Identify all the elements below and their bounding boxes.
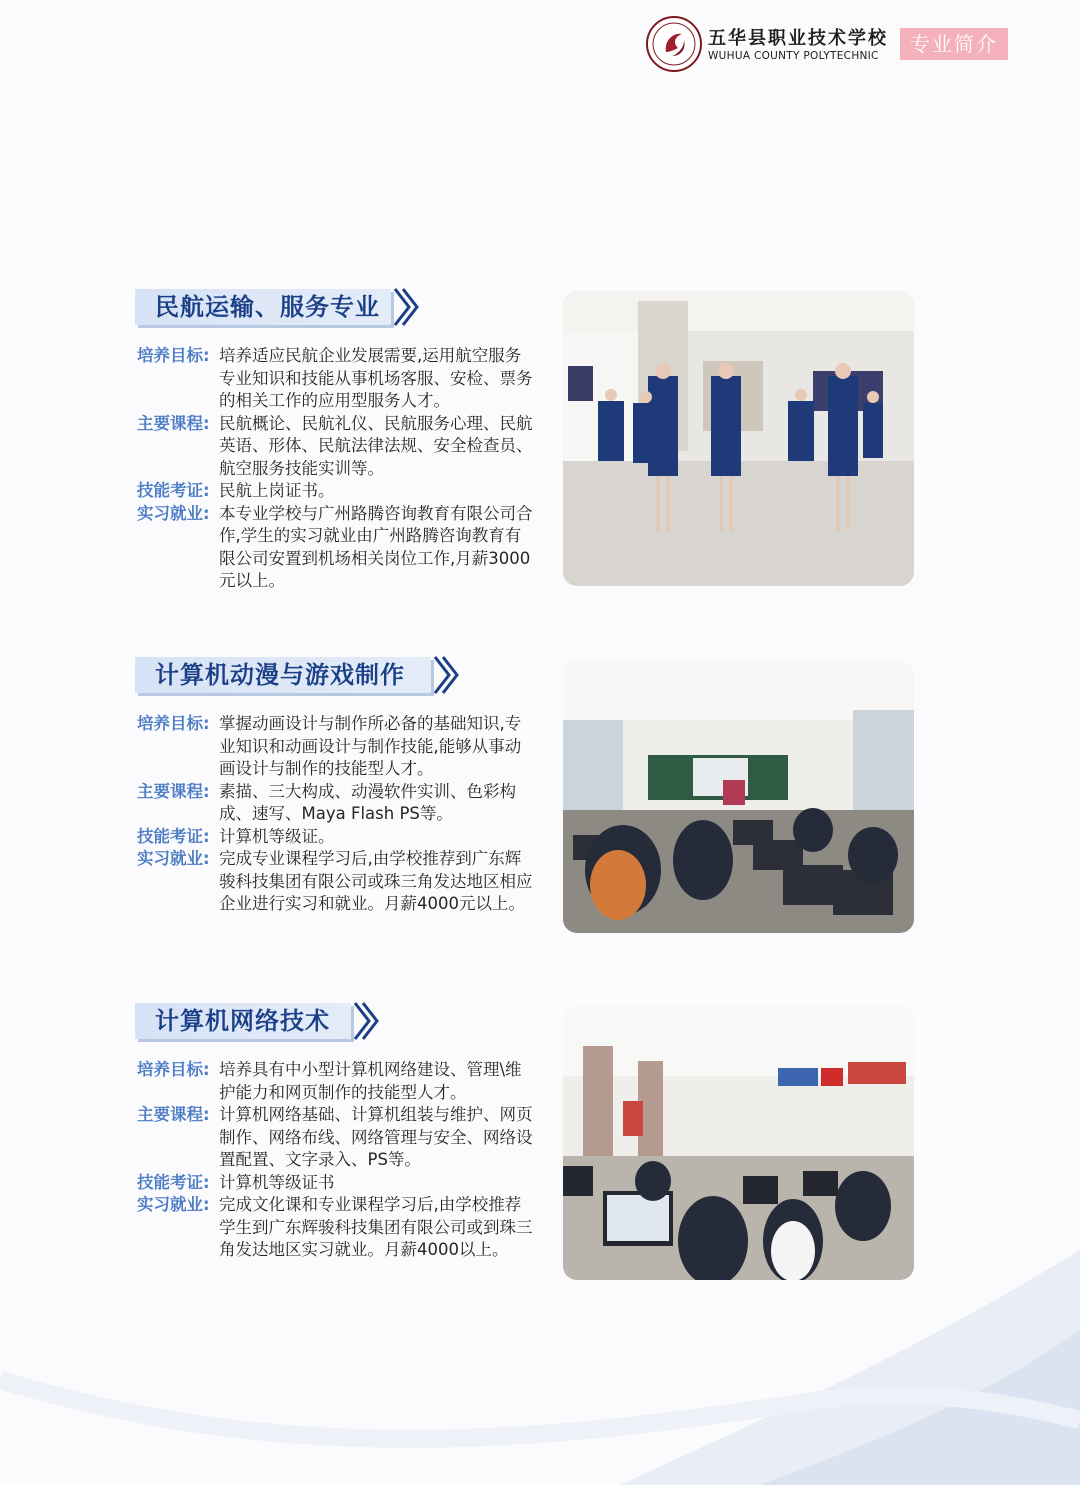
info-value: 培养具有中小型计算机网络建设、管理\维护能力和网页制作的技能型人才。 xyxy=(219,1060,522,1102)
info-label: 培养目标: xyxy=(137,346,210,365)
chevron-right-icon xyxy=(353,1001,379,1041)
info-row-certificate xyxy=(137,1172,537,1195)
info-label: 培养目标: xyxy=(137,714,210,733)
info-row-employment xyxy=(137,848,537,916)
info-label: 主要课程: xyxy=(137,781,210,801)
major-info xyxy=(137,713,537,916)
major-title: 计算机网络技术 xyxy=(155,1007,330,1035)
info-value: 掌握动画设计与制作所必备的基础知识,专业知识和动画设计与制作技能,能够从事动画设计与制作的技能型人才。 xyxy=(219,714,522,778)
major-title-banner xyxy=(135,657,431,693)
major-info xyxy=(137,345,537,593)
info-value: 民航概论、民航礼仪、民航服务心理、民航英语、形体、民航法律法规、安全检查员、航空服务技能实训等。 xyxy=(219,413,533,478)
info-row-employment xyxy=(137,1194,537,1262)
info-label: 主要课程: xyxy=(137,413,210,433)
info-label: 培养目标: xyxy=(137,1060,210,1079)
computer-lab-class-photo xyxy=(563,660,914,933)
info-row-goal xyxy=(137,1059,537,1104)
school-name-cn: 五华县职业技术学校 xyxy=(708,28,888,49)
info-row-goal xyxy=(137,345,537,413)
info-row-courses xyxy=(137,1104,537,1172)
major-title: 民航运输、服务专业 xyxy=(155,293,380,321)
school-name-en: WUHUA COUNTY POLYTECHNIC xyxy=(708,50,879,62)
info-value: 本专业学校与广州路腾咨询教育有限公司合作,学生的实习就业由广州路腾咨询教育有限公司安置到机场相关岗位工作,月薪3000元以上。 xyxy=(219,503,533,590)
major-title-banner xyxy=(135,1003,351,1039)
info-value: 计算机等级证书 xyxy=(219,1172,335,1192)
info-value: 素描、三大构成、动漫软件实训、色彩构成、速写、Maya Flash PS等。 xyxy=(219,781,516,823)
info-value: 民航上岗证书。 xyxy=(219,481,335,500)
info-label: 技能考证: xyxy=(137,1172,210,1192)
chevron-right-icon xyxy=(433,655,459,695)
info-row-certificate xyxy=(137,826,537,849)
info-value: 完成专业课程学习后,由学校推荐到广东辉骏科技集团有限公司或珠三角发达地区相应企业进行实习和就业。月薪4000元以上。 xyxy=(219,849,533,913)
info-label: 主要课程: xyxy=(137,1105,210,1124)
section-tag: 专业简介 xyxy=(900,28,1008,60)
info-label: 技能考证: xyxy=(137,826,210,846)
major-title: 计算机动漫与游戏制作 xyxy=(155,661,405,689)
info-row-employment xyxy=(137,503,537,593)
info-row-certificate xyxy=(137,480,537,503)
info-label: 实习就业: xyxy=(137,503,210,523)
info-value: 完成文化课和专业课程学习后,由学校推荐学生到广东辉骏科技集团有限公司或到珠三角发达地区实习就业。月薪4000以上。 xyxy=(219,1195,533,1259)
info-value: 计算机网络基础、计算机组装与维护、网页制作、网络布线、网络管理与安全、网络设置配置、文字录入、PS等。 xyxy=(219,1105,533,1169)
info-label: 实习就业: xyxy=(137,849,210,868)
school-emblem-icon xyxy=(646,16,702,72)
info-label: 技能考证: xyxy=(137,481,210,500)
page-header xyxy=(646,14,1016,74)
major-info xyxy=(137,1059,537,1262)
info-value: 培养适应民航企业发展需要,运用航空服务专业知识和技能从事机场客服、安检、票务的相关工作的应用型服务人才。 xyxy=(219,346,533,410)
network-lab-class-photo xyxy=(563,1006,914,1280)
flight-attendant-students-photo xyxy=(563,291,914,586)
major-title-banner xyxy=(135,289,391,325)
info-value: 计算机等级证。 xyxy=(219,826,335,846)
info-label: 实习就业: xyxy=(137,1195,210,1214)
info-row-courses xyxy=(137,781,537,826)
chevron-right-icon xyxy=(393,287,419,327)
info-row-courses xyxy=(137,413,537,481)
info-row-goal xyxy=(137,713,537,781)
